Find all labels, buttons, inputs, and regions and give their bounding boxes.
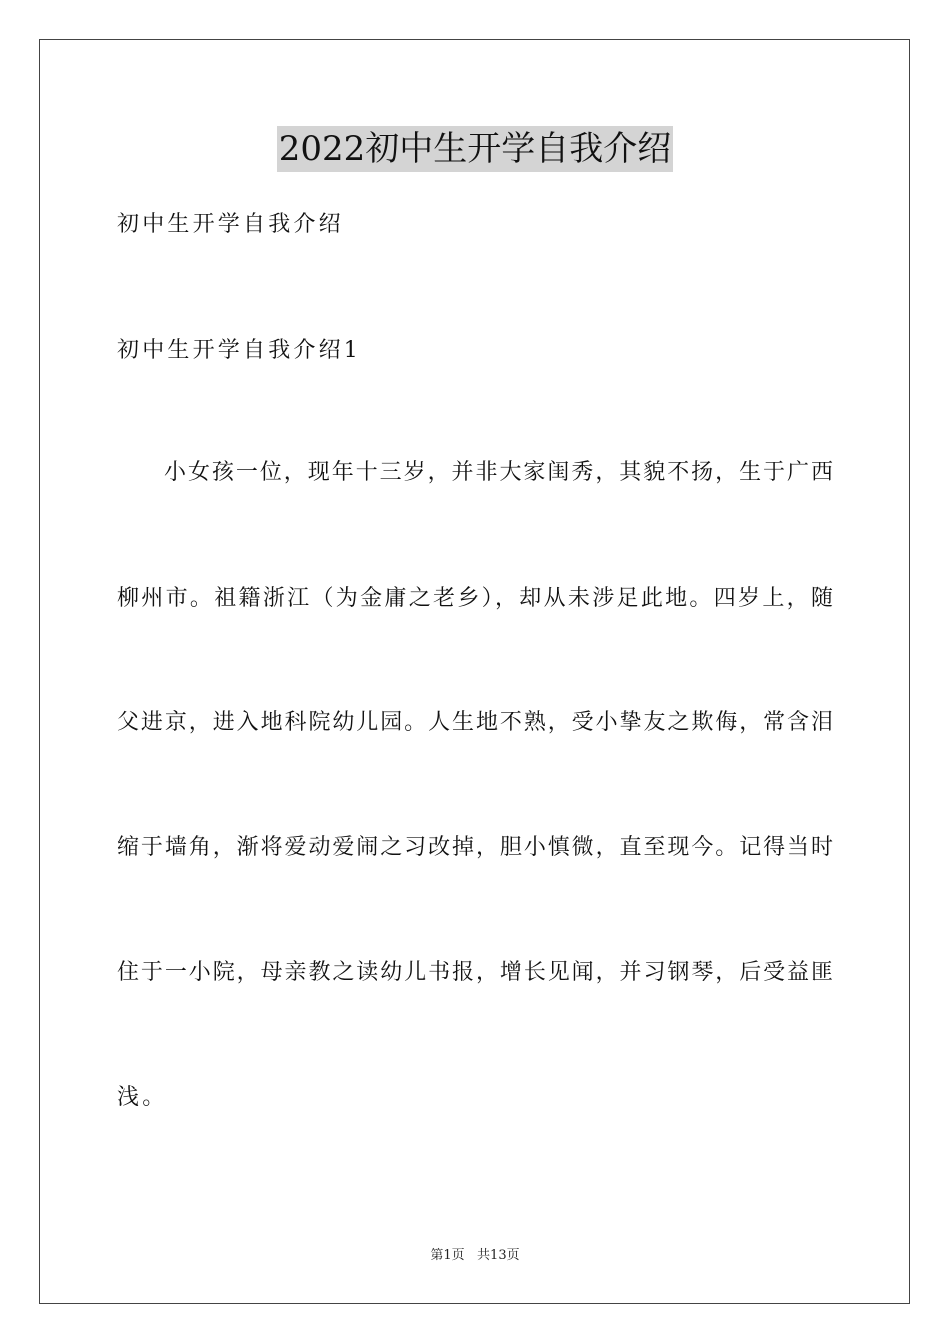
document-title: 2022初中生开学自我介绍	[277, 126, 674, 172]
paragraph-line: 柳州市。祖籍浙江（为金庸之老乡），却从未涉足此地。四岁上，随	[117, 586, 833, 611]
title-container	[0, 126, 950, 172]
paragraph-line: 住于一小院，母亲教之读幼儿书报，增长见闻，并习钢琴，后受益匪	[117, 960, 833, 985]
paragraph-line: 浅。	[117, 1085, 168, 1110]
paragraph-line: 小女孩一位，现年十三岁，并非大家闺秀，其貌不扬，生于广西	[164, 460, 833, 485]
subtitle-text: 初中生开学自我介绍	[117, 212, 344, 237]
paragraph-line: 父进京，进入地科院幼儿园。人生地不熟，受小挚友之欺侮，常含泪	[117, 710, 833, 735]
section-heading: 初中生开学自我介绍1	[117, 338, 361, 363]
paragraph-line: 缩于墙角，渐将爱动爱闹之习改掉，胆小慎微，直至现今。记得当时	[117, 835, 833, 860]
page-footer: 第1页 共13页	[430, 1248, 520, 1263]
